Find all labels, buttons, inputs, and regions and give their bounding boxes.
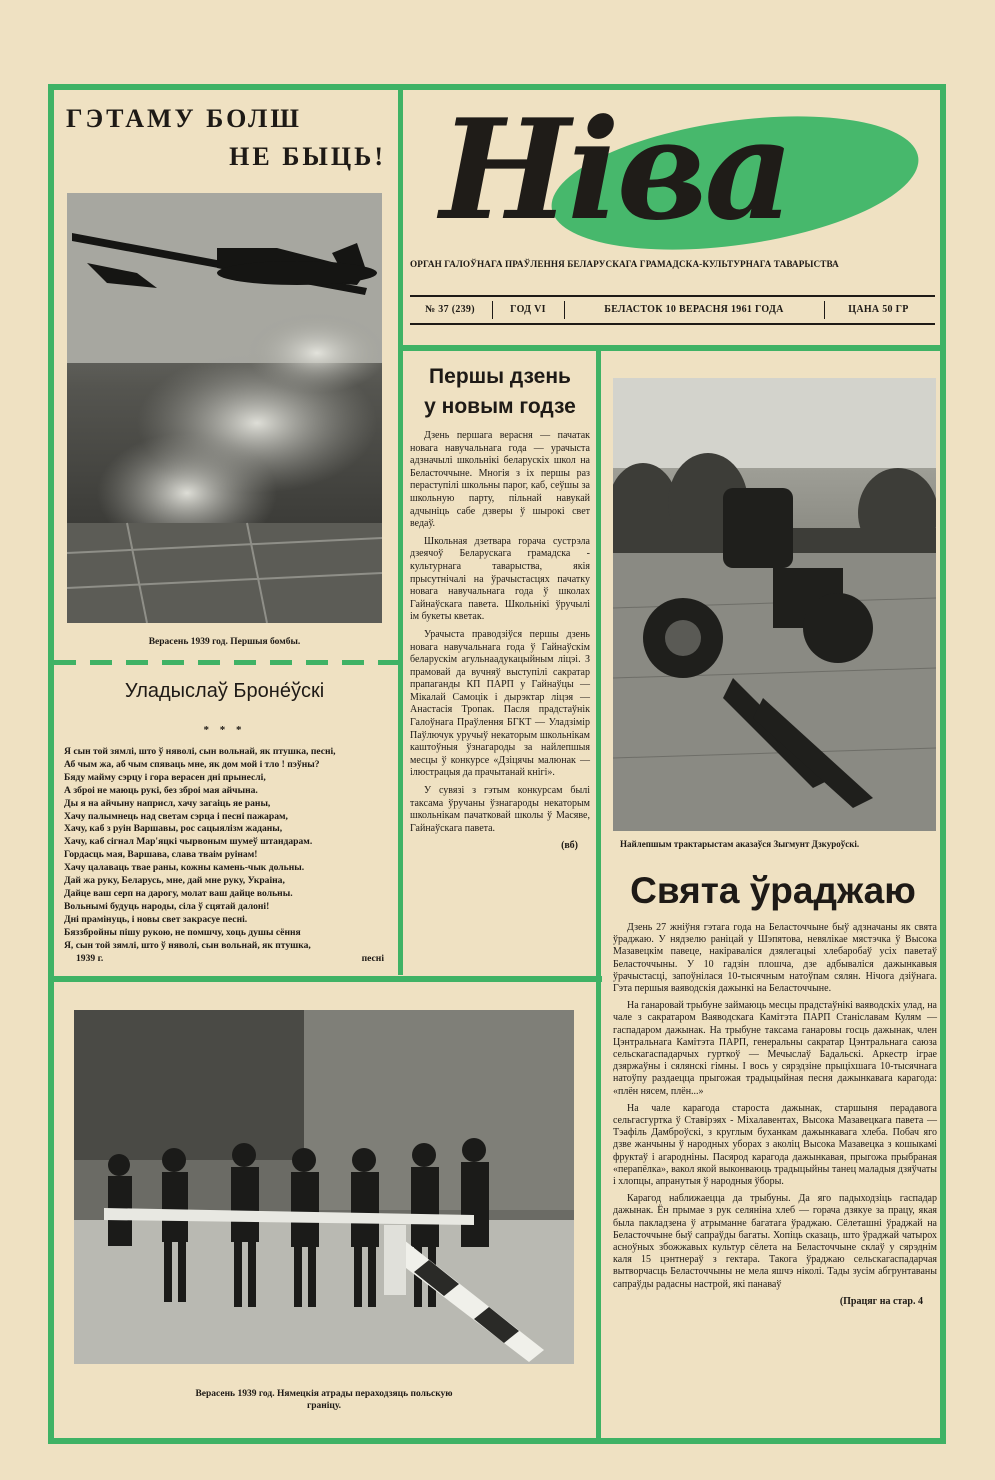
caption-border-line-2: граніцу. xyxy=(306,1401,342,1411)
issue-place-date: БЕЛАСТОК 10 ВЕРАСНЯ 1961 ГОДА xyxy=(604,304,784,315)
harvest-paragraph: Дзень 27 жніўня гэтага года на Беласточчыне быў адзначаны як свята ўраджаю. У нядзелю раніцай у Шэпятова, невялікае мястэчка ў Высока Мазавецкім павеце, накіраваліся дзялегацыі хлебаробаў усіх паветаў Беласточчыны. У 10 гадзін плошча, дзе адбываліся дажынкавыя ўрачыстасці, запоўнілася 10-тысячным натоўпам сялян. Нічога дзіўнага. Гэта першыя ваяводскія дажынкі на Беласточчыне. xyxy=(613,922,937,995)
poem-year: 1939 г. xyxy=(76,952,104,964)
caption-tractor: Найлепшым трактарыстам аказаўся Зыгмунт Дзкуроўскі. xyxy=(620,839,860,849)
headline-left xyxy=(62,100,392,176)
issue-price: ЦАНА 50 ГР xyxy=(848,304,909,315)
poem-line: А зброі не маюць рукі, без зброі мая айчына. xyxy=(64,784,258,796)
photo-tractor xyxy=(613,378,936,831)
caption-border-line-1: Верасень 1939 год. Нямецкія атрады пераходзяць польскую xyxy=(195,1389,453,1399)
photo-bomber xyxy=(67,193,382,623)
harvest-paragraph: Карагод наближаецца да трыбуны. Да яго падыходзіць гаспадар дажынак. Ён прымае з рук селяніна хлеб — горача дзякуе за працу, якая была пакладзена ў атрыманне багатага ўраджаю. Сёлеташні ўраджай на Беласточчыне быў сапраўды багаты. Хопіць сказаць, што ўраджай чатырох асноўных збожжавых культур сёлета на Беласточчыне склаў у сярэднім каля 15 цэнтнераў з гектара. Такога ўраджаю сельскагаспадарчая вытворчасць Беласточчыны не мела яшчэ ніколі. Тады зусім абгрунтаваны сапраўды радасны настрой, які панаваў xyxy=(613,1193,937,1290)
masthead xyxy=(410,88,935,345)
masthead-title: Ніва xyxy=(440,88,791,251)
poem-line: Хачу, каб сігнал Мар'яцкі чырвоным шумеў штандарам. xyxy=(64,836,313,848)
poem-author: Уладыслаў Броне́ўскі xyxy=(124,680,325,702)
poem-text xyxy=(64,746,390,966)
issue-year: ГОД VI xyxy=(510,304,546,315)
poem-divider: * * * xyxy=(203,724,246,736)
poem-line: Я сын той зямлі, што ў няволі, сын вольнай, як птушка, песні, xyxy=(64,746,336,757)
school-paragraph: Урачыста праводзіўся першы дзень новага навучальнага года ў Гайнаўскім беларускім агульнаадукацыйным ліцэі. З прамовай да вучняў выступілі сакратар прапаганды КП ПАРП у Гайнаўцы — Мікалай Самоцік і дырэктар ліцэя — Анастасія Тропак. Пасля прадстаўнік Галоўнага Праўлення БГКТ — Уладзімір Паўлючук уручыў некаторым школьнікам каштоўныя ўзнагароды за найлепшыя месцы ў конкурсе «Дзіцячы малюнак — ілюстрацыя да прачытанай кнігі». xyxy=(410,628,590,779)
poem-last-word: песні xyxy=(361,952,384,964)
rule-middle-horizontal xyxy=(54,976,602,982)
poem-line: Я, сын той зямлі, што ў няволі, сын вольнай, як птушка, xyxy=(64,939,311,951)
headline-line-2: НЕ БЫЦЬ! xyxy=(229,142,386,171)
harvest-paragraph: На чале карагода староста дажынак, старшыня перадавога сельгасгуртка ў Ставірэях - Міхалавентах, Высока Мазавецкага павета — Тэафіль Дамброўскі, з круглым буханкам дажынкавага хлеба. Побач яго дзве жанчыны ў народных уборах з аколіц Высока Мазавецка з кошыкамі фруктаў і агародніны. Пасярод карагода дажынкавая, прыгожа прыбраная «перапёлка», вакол якой выконваюць традыцыйны танец маладыя дзяўчаты і хлопцы, апранутыя ў народныя ўборы. xyxy=(613,1102,937,1188)
poem-line: Дай жа руку, Беларусь, мне, дай мне руку, Украіна, xyxy=(64,875,285,887)
poem-line: Бяду майму сэрцу і гора верасен дні прынеслі, xyxy=(64,771,266,783)
school-paragraph: У сувязі з гэтым конкурсам былі таксама ўручаны ўзнагароды некаторым школьнікам пачатковай школы ў Масяве, Гайнаўскага павета. xyxy=(410,785,590,834)
poem-line: Аб чым жа, аб чым спяваць мне, як дом мой і тло ! пэўны? xyxy=(64,758,320,770)
poem-line: Дні прамінуць, і новы свет закрасуе песні. xyxy=(64,913,248,925)
issue-number: № 37 (239) xyxy=(425,304,475,315)
poem-line: Ды я на айчыну наприсл, хачу загаіць яе раны, xyxy=(64,797,271,809)
harvest-continued: (Працяг на стар. 4 xyxy=(839,1295,923,1307)
poem-line: Вольнымі будуць народы, сіла ў сцятай далоні! xyxy=(64,900,270,912)
rule-vertical-bottom xyxy=(596,982,601,1438)
poem-line: Хачу палымнець над светам сэрца і песні пажарам, xyxy=(64,810,288,822)
rule-under-masthead xyxy=(403,345,940,351)
school-title-line-2: у новым годзе xyxy=(424,395,576,418)
masthead-subtitle: ОРГАН ГАЛОЎНАГА ПРАЎЛЕННЯ БЕЛАРУСКАГА ГРАМАДСКА-КУЛЬТУРНАГА ТАВАРЫСТВА xyxy=(410,259,839,269)
article-school xyxy=(410,362,590,851)
harvest-title: Свята ўраджаю xyxy=(630,870,916,911)
headline-line-1: ГЭТАМУ БОЛШ xyxy=(66,104,302,133)
soldiers-illustration xyxy=(74,1010,574,1364)
poem-line: Хачу цалаваць твае раны, кожны камень-чык дольны. xyxy=(64,862,305,874)
school-paragraph: Школьная дзетвара горача сустрэла дзеячоў Беларускага грамадска - культурнага таварыства, якія прысутнічалі на ўрачыстасцях пачатку новага навучальнага года ў школах Гайнаўскага павета. Школьнікі ўручылі ім букеты кветак. xyxy=(410,535,590,623)
tractor-illustration xyxy=(613,378,936,831)
frame-right xyxy=(940,84,946,1444)
poem-line: Бяззбройны пішу рукою, не помшчу, хоць душы сёння xyxy=(64,926,301,938)
harvest-paragraph: На ганаровай трыбуне займаюць месцы прадстаўнікі ваяводскіх улад, на чале з сакратаром Ваяводскага Камітэта ПАРП Станіславам Кулям — гаспадаром дажынак. На трыбуне таксама ганаровы госць дажынак, член Цэнтральнага Камітэта ПАРП, генеральны сакратар Цэнтральнага саюза сельскагаспадарчых гурткоў — Мечыслаў Бадальскі. Аркестр іграе дзяржаўны і сялянскі гімны. І вось у сярэдзіне прыціхшага 10-тысячнага натоўпу раздаецца прыгожая традыцыйная песня дажынкавага карагода: «плён нясем, плён...» xyxy=(613,1000,937,1097)
rule-left-dashed xyxy=(54,660,398,665)
issue-bar xyxy=(410,295,935,325)
frame-bottom xyxy=(48,1438,946,1444)
frame-left xyxy=(48,84,54,1444)
photo-border-crossing xyxy=(74,1010,574,1364)
school-body xyxy=(410,430,590,835)
bomber-illustration xyxy=(67,193,382,623)
poem-line: Дайце ваш серп на дарогу, молат ваш дайце вольны. xyxy=(64,887,293,899)
caption-bomber: Верасень 1939 год. Першыя бомбы. xyxy=(148,637,301,647)
harvest-body xyxy=(613,922,937,1308)
school-title-line-1: Першы дзень xyxy=(429,365,571,388)
poem-line: Гордасць мая, Варшава, слава тваім руінам! xyxy=(64,849,258,861)
school-paragraph: Дзень першага верасня — пачатак новага навучальнага года — урачыста адзначылі школьнікі беларускіх школ на Беласточчыне. Многія з іх першы раз пераступілі школьны парог, каб, сеўшы за школьную парту, пільнай навукай адчыніць сабе дзверы ў шырокі свет ведаў. xyxy=(410,430,590,530)
school-signature: (вб) xyxy=(561,840,578,852)
poem-line: Хачу, каб з руін Варшавы, рос сацыялізм жаданы, xyxy=(64,823,283,835)
rule-vertical-left xyxy=(398,90,403,975)
rule-vertical-middle xyxy=(596,351,601,979)
